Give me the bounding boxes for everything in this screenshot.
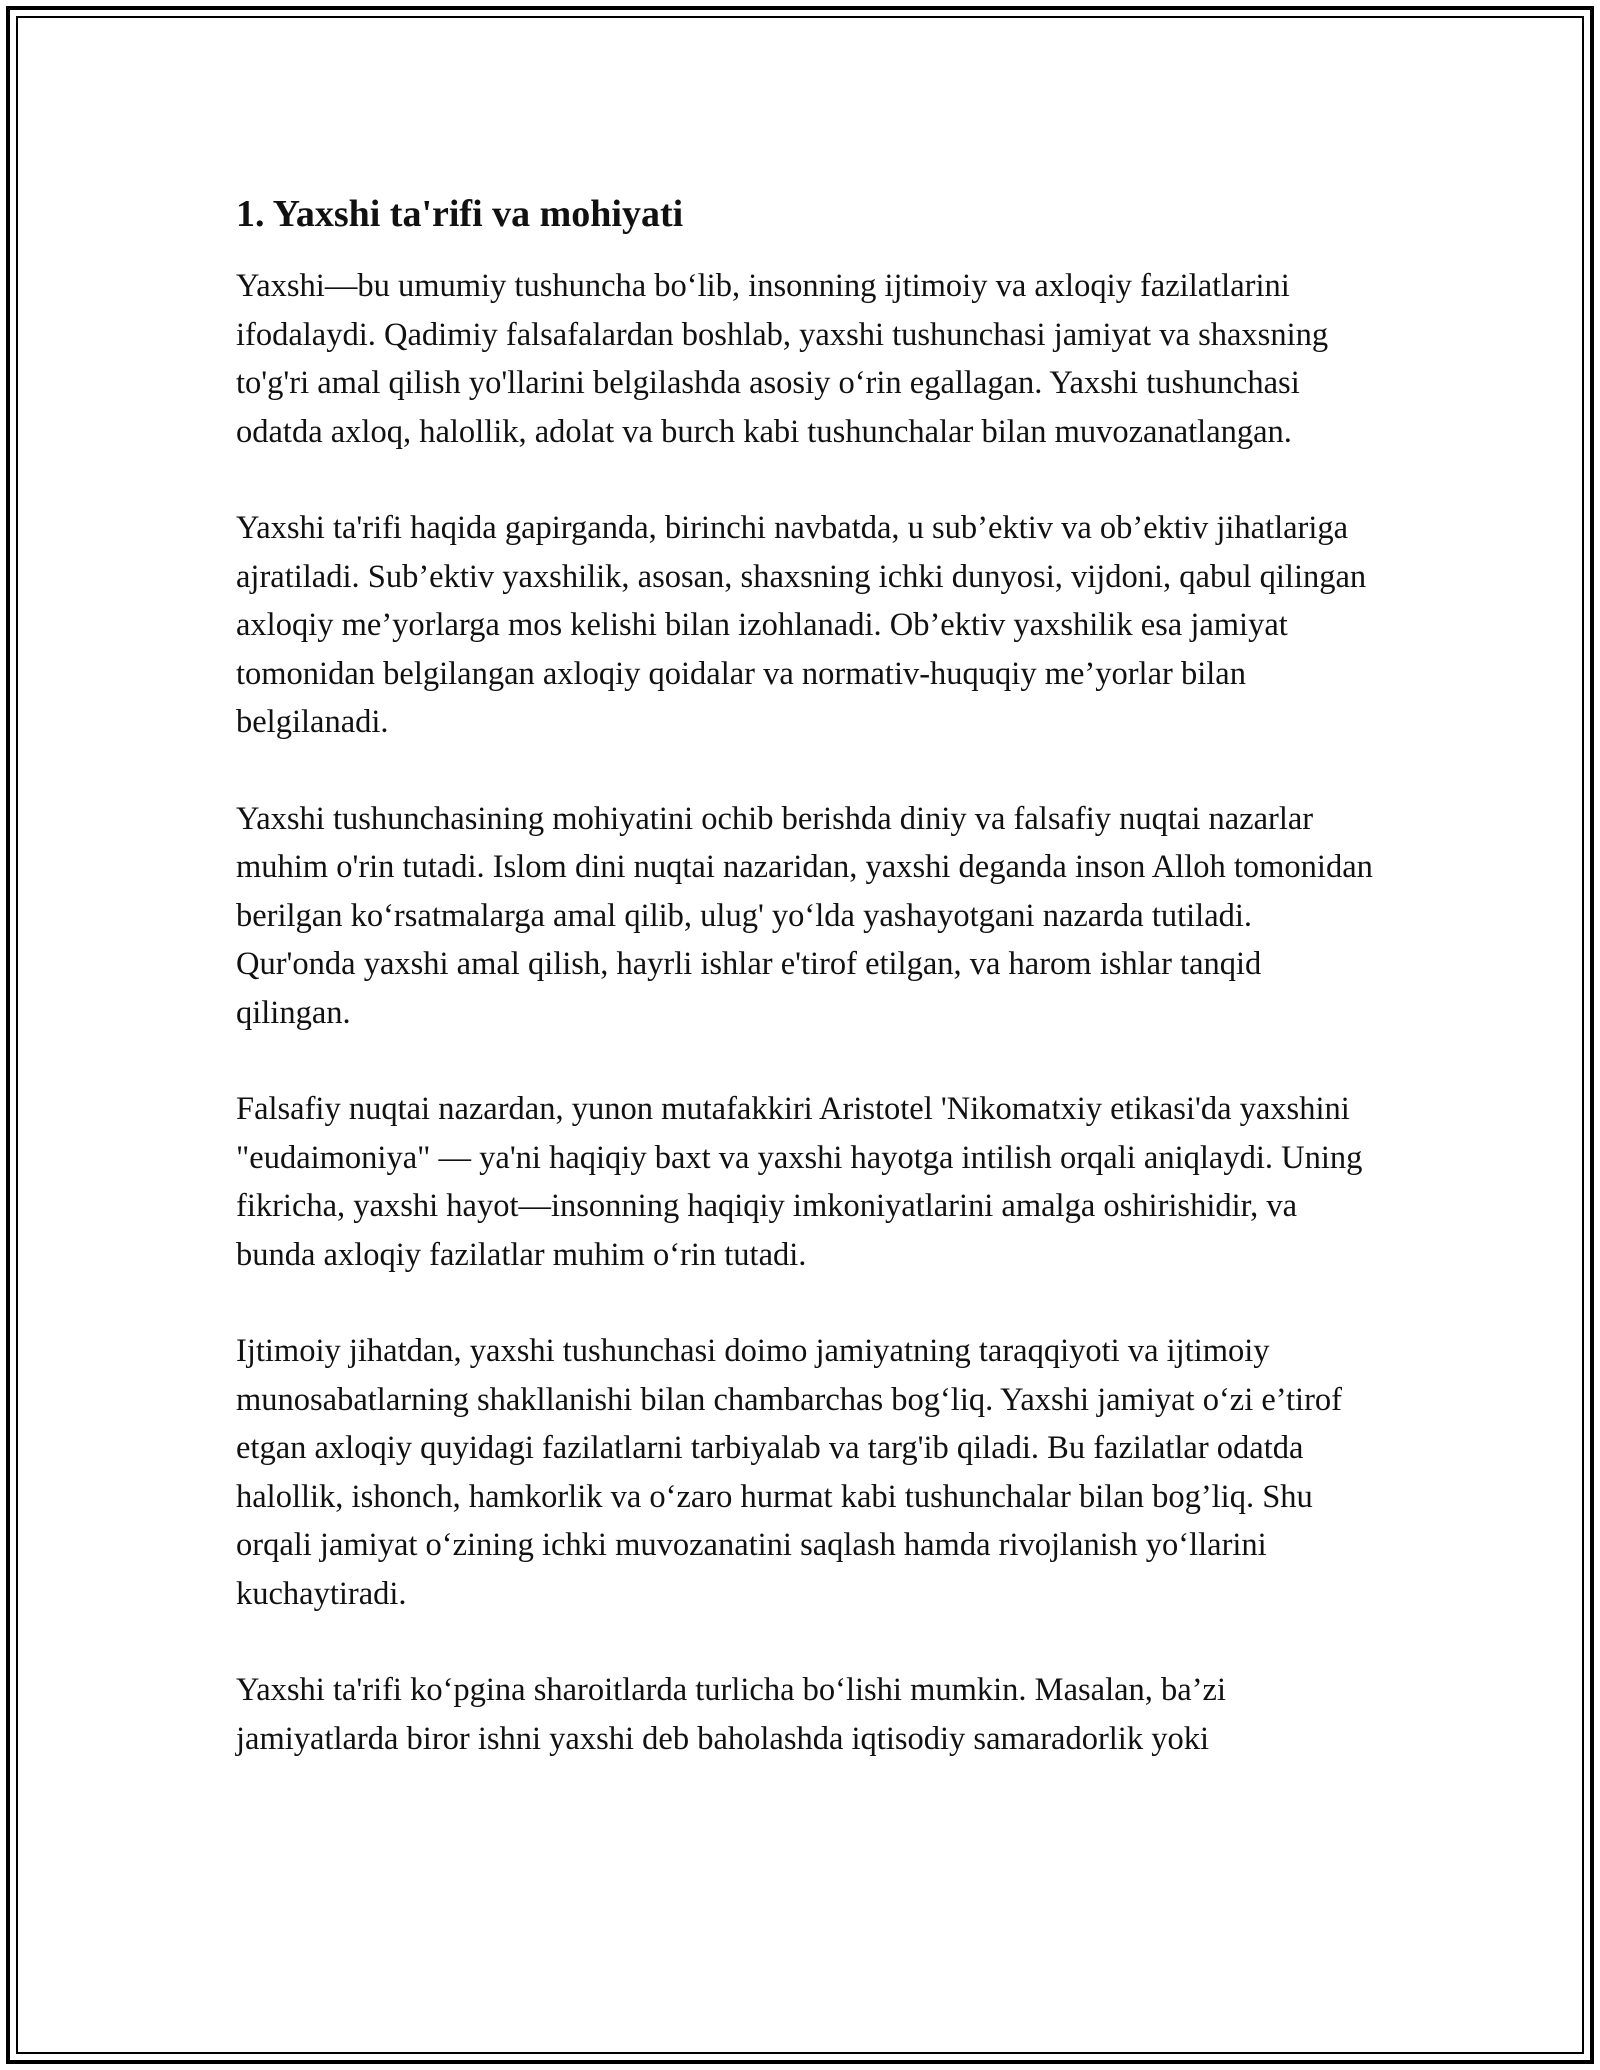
paragraph-social-view: Ijtimoiy jihatdan, yaxshi tushunchasi doimo jamiyatning taraqqiyoti va ijtimoiy munosabatlarning shakllanishi bilan chambarchas bog‘liq. Yaxshi jamiyat o‘zi e’tirof etgan axloqiy quyidagi fazilatlarni tarbiyalab va targ'ib qiladi. Bu fazilatlar odatda halollik, ishonch, hamkorlik va o‘zaro hurmat kabi tushunchalar bilan bog’liq. Shu orqali jamiyat o‘zining ichki muvozanatini saqlash hamda rivojlanish yo‘llarini kuchaytiradi.	[236, 1333, 1342, 1612]
document-body	[236, 188, 1376, 1811]
paragraph-context-variation: Yaxshi ta'rifi ko‘pgina sharoitlarda turlicha bo‘lishi mumkin. Masalan, ba’zi jamiyatlarda biror ishni yaxshi deb baholashda iqtisodiy samaradorlik yoki	[236, 1672, 1226, 1757]
paragraph-definition: Yaxshi—bu umumiy tushuncha bo‘lib, insonning ijtimoiy va axloqiy fazilatlarini ifodalaydi. Qadimiy falsafalardan boshlab, yaxshi tushunchasi jamiyat va shaxsning to'g'ri amal qilish yo'llarini belgilashda asosiy o‘rin egallagan. Yaxshi tushunchasi odatda axloq, halollik, adolat va burch kabi tushunchalar bilan muvozanatlangan.	[236, 268, 1329, 450]
paragraph-subjective-objective: Yaxshi ta'rifi haqida gapirganda, birinchi navbatda, u sub’ektiv va ob’ektiv jihatlariga ajratiladi. Sub’ektiv yaxshilik, asosan, shaxsning ichki dunyosi, vijdoni, qabul qilingan axloqiy me’yorlarga mos kelishi bilan izohlanadi. Ob’ektiv yaxshilik esa jamiyat tomonidan belgilangan axloqiy qoidalar va normativ-huquqiy me’yorlar bilan belgilanadi.	[236, 510, 1367, 740]
paragraph-religious-view: Yaxshi tushunchasining mohiyatini ochib berishda diniy va falsafiy nuqtai nazarlar muhim o'rin tutadi. Islom dini nuqtai nazaridan, yaxshi deganda inson Alloh tomonidan berilgan ko‘rsatmalarga amal qilib, ulug' yo‘lda yashayotgani nazarda tutiladi. Qur'onda yaxshi amal qilish, hayrli ishlar e'tirof etilgan, va harom ishlar tanqid qilingan.	[236, 800, 1373, 1031]
section-heading: 1. Yaxshi ta'rifi va mohiyati	[236, 193, 684, 235]
paragraph-philosophical-view: Falsafiy nuqtai nazardan, yunon mutafakkiri Aristotel 'Nikomatxiy etikasi'da yaxshini "eudaimoniya" — ya'ni haqiqiy baxt va yaxshi hayotga intilish orqali aniqlaydi. Uning fikricha, yaxshi hayot—insonning haqiqiy imkoniyatlarini amalga oshirishidir, va bunda axloqiy fazilatlar muhim o‘rin tutadi.	[236, 1091, 1363, 1273]
